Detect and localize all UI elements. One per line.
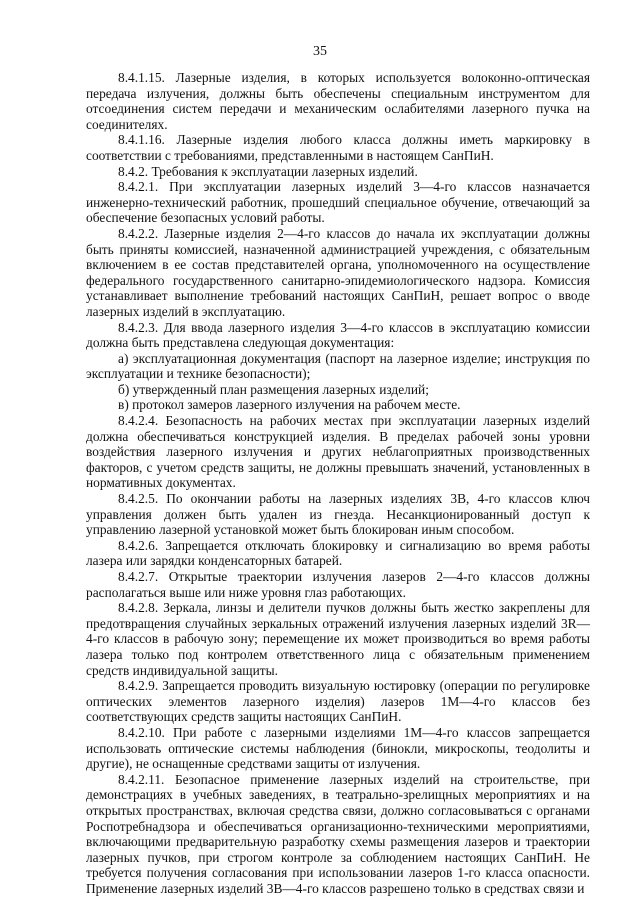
- paragraph: 8.4.2.6. Запрещается отключать блокировку и сигнализацию во время работы лазера или зарядки конденсаторных батарей.: [86, 537, 590, 569]
- paragraph: 8.4.2.10. При работе с лазерными изделиями 1М—4-го классов запрещается использовать оптические системы наблюдения (бинокли, микроскопы, теодолиты и другие), не оснащенные средствами защиты от излучения.: [86, 724, 590, 772]
- list-item: а) эксплуатационная документация (паспорт на лазерное изделие; инструкция по эксплуатации и технике безопасности);: [86, 350, 590, 382]
- document-body: [86, 70, 590, 896]
- paragraph: 8.4.2.1. При эксплуатации лазерных изделий 3—4-го классов назначается инженерно-технический работник, прошедший специальное обучение, отвечающий за обеспечение безопасных условий работы.: [86, 179, 590, 226]
- page-number: 35: [313, 44, 327, 59]
- list-item: б) утвержденный план размещения лазерных изделий;: [118, 381, 429, 397]
- paragraph: 8.4.2.8. Зеркала, линзы и делители пучков должны быть жестко закреплены для предотвращения случайных зеркальных отражений излучения лазерных изделий 3R—4-го классов в рабочую зону; перемещение их может производиться во время работы лазера только под контролем ответственного лица с обязательным применением средств индивидуальной защиты.: [86, 600, 590, 678]
- paragraph: 8.4.1.15. Лазерные изделия, в которых используется волоконно-оптическая передача излучения, должны быть обеспечены специальным инструментом для отсоединения систем передачи и механическим ослабителями лазерного пучка на соединителях.: [86, 70, 590, 132]
- paragraph: 8.4.2.3. Для ввода лазерного изделия 3—4-го классов в эксплуатацию комиссии должна быть представлена следующая документация:: [86, 319, 590, 351]
- section-heading: 8.4.2. Требования к эксплуатации лазерных изделий.: [118, 163, 418, 179]
- paragraph: 8.4.2.9. Запрещается проводить визуальную юстировку (операции по регулировке оптических элементов лазерного изделия) лазеров 1М—4-го классов без соответствующих средств защиты настоящих СанПиН.: [86, 678, 590, 725]
- paragraph: 8.4.2.2. Лазерные изделия 2—4-го классов до начала их эксплуатации должны быть приняты комиссией, назначенной администрацией учреждения, с обязательным включением в ее состав представителей органа, уполномоченного на осуществление федерального государственного санитарно-эпидемиологического надзора. Комиссия устанавливает выполнение требований настоящих СанПиН, решает вопрос о вводе лазерных изделий в эксплуатацию.: [86, 225, 590, 319]
- list-item: в) протокол замеров лазерного излучения на рабочем месте.: [118, 397, 461, 413]
- paragraph: 8.4.2.7. Открытые траектории излучения лазеров 2—4-го классов должны располагаться выше или ниже уровня глаз работающих.: [86, 569, 590, 600]
- paragraph: 8.4.2.5. По окончании работы на лазерных изделиях 3В, 4-го классов ключ управления должен быть удален из гнезда. Несанкционированный доступ к управлению лазерной установкой может быть блокирован иным способом.: [86, 491, 590, 538]
- paragraph: 8.4.1.16. Лазерные изделия любого класса должны иметь маркировку в соответствии с требованиями, представленными в настоящем СанПиН.: [86, 132, 590, 163]
- paragraph: 8.4.2.4. Безопасность на рабочих местах при эксплуатации лазерных изделий должна обеспечиваться конструкцией изделия. В пределах рабочей зоны уровни воздействия лазерного излучения и других неблагоприятных производственных факторов, с учетом средств защиты, не должны превышать значений, установленных в нормативных документах.: [86, 413, 590, 491]
- paragraph: 8.4.2.11. Безопасное применение лазерных изделий на строительстве, при демонстрациях в учебных заведениях, в театрально-зрелищных мероприятиях и на открытых пространствах, включая средства связи, должно согласовываться с органами Роспотребнадзора и обеспечиваться организационно-техническими мероприятиями, включающими предварительную разработку схемы размещения лазеров и траектории лазерных пучков, при строгом контроле за соблюдением настоящих СанПиН. Не требуется получения согласования при использовании лазеров 1-го класса опасности. Применение лазерных изделий 3В—4-го классов разрешено только в средствах связи и: [86, 771, 590, 896]
